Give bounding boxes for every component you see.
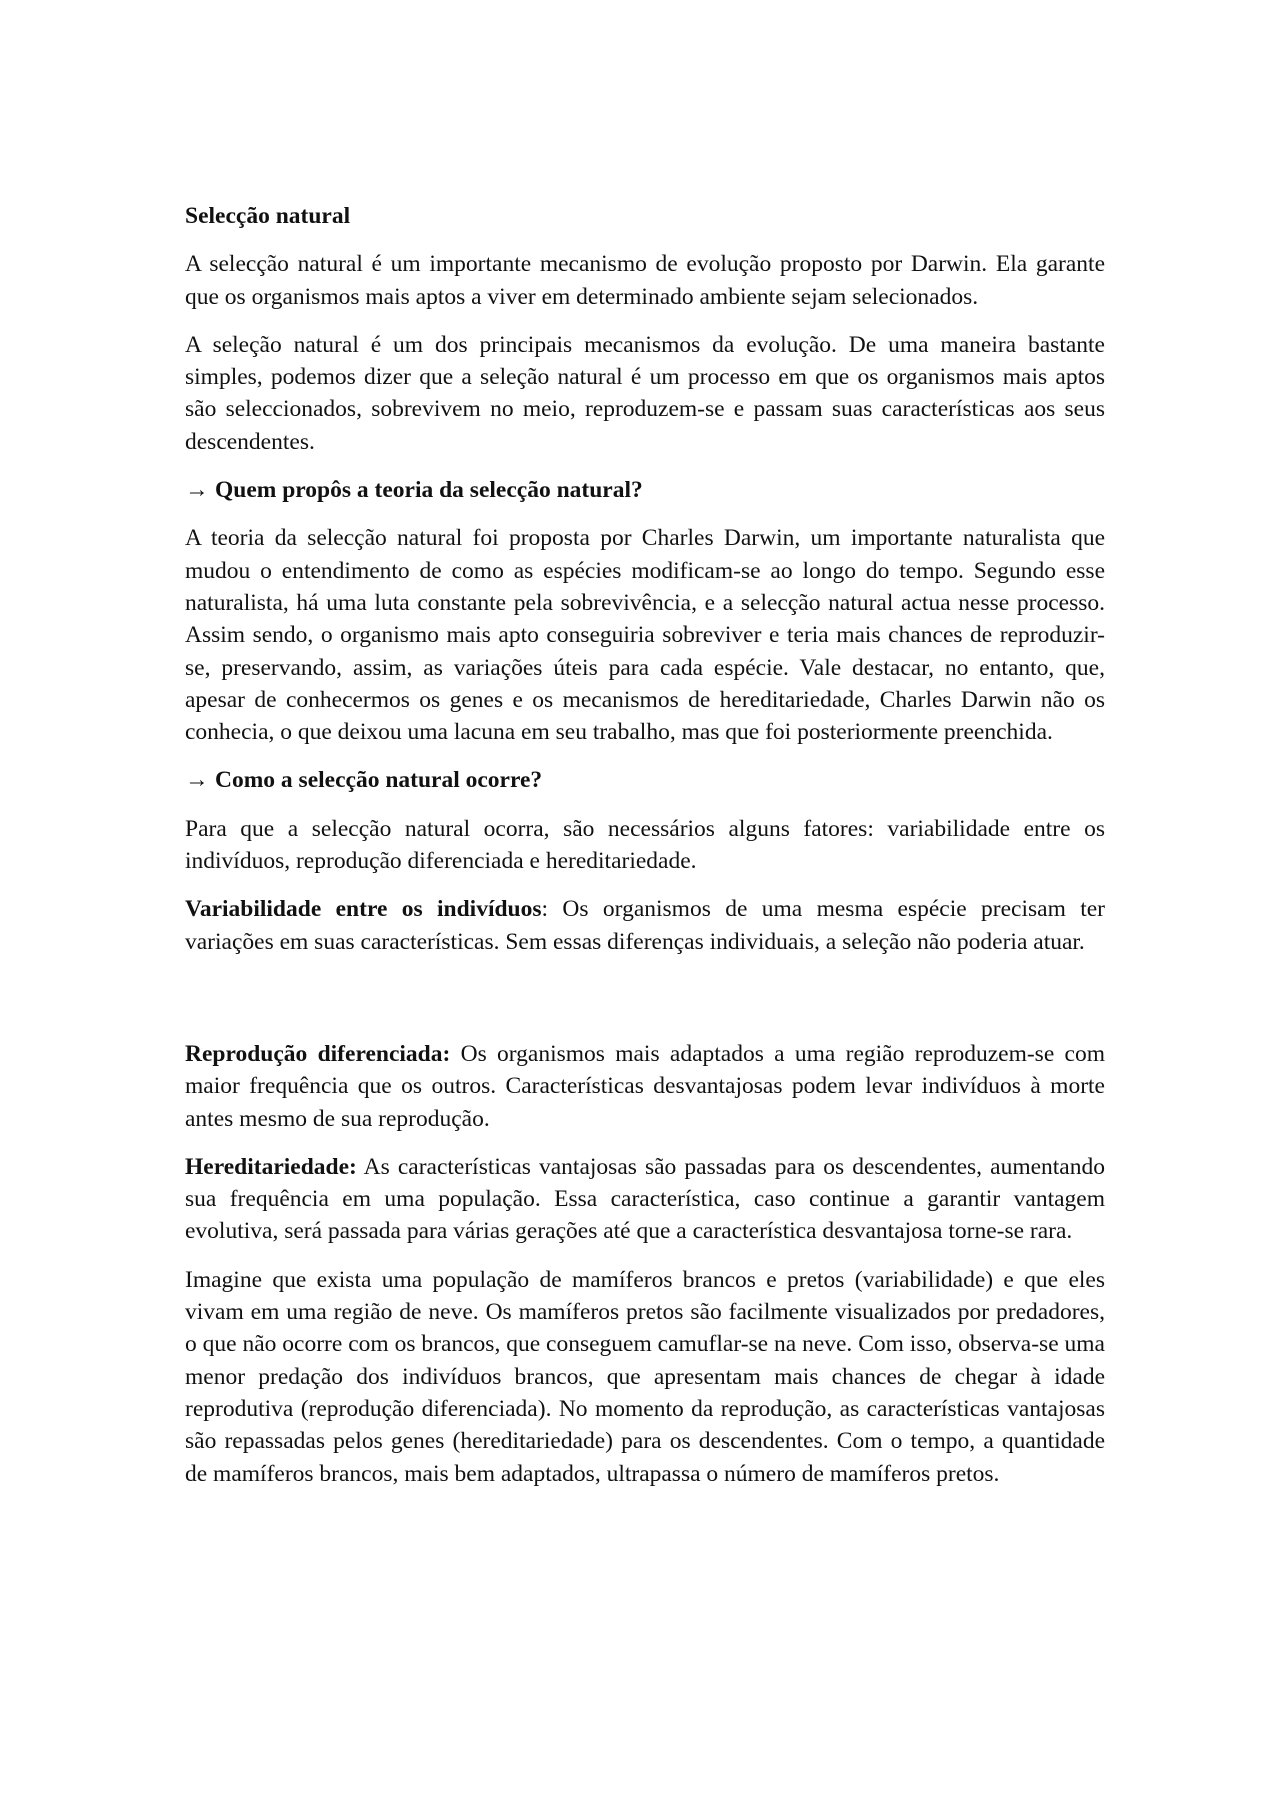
question-text-1: Quem propôs a teoria da selecção natural? [215, 477, 643, 504]
factor-paragraph-variability [185, 893, 1105, 958]
question-heading-1 [185, 474, 1105, 506]
example-paragraph: Imagine que exista uma população de mamíferos brancos e pretos (variabilidade) e que eles vivam em uma região de neve. Os mamíferos pretos são facilmente visualizados por predadores, o que não ocorre com os brancos, que conseguem camuflar-se na neve. Com isso, observa-se uma menor predação dos indivíduos brancos, que apresentam mais chances de chegar à idade reprodutiva (reprodução diferenciada). No momento da reprodução, as características vantajosas são repassadas pelos genes (hereditariedade) para os descendentes. Com o tempo, a quantidade de mamíferos brancos, mais bem adaptados, ultrapassa o número de mamíferos pretos. [185, 1266, 1105, 1487]
answer-paragraph-2: Para que a selecção natural ocorra, são necessários alguns fatores: variabilidade entre os indivíduos, reprodução diferenciada e hereditariedade. [185, 815, 1105, 875]
question-heading-2 [185, 764, 1105, 796]
factor-term-reproduction: Reprodução diferenciada: [185, 1040, 451, 1067]
factor-paragraph-reproduction [185, 1038, 1105, 1135]
intro-paragraph-2: A seleção natural é um dos principais mecanismos da evolução. De uma maneira bastante simples, podemos dizer que a seleção natural é um processo em que os organismos mais aptos são seleccionados, sobrevivem no meio, reproduzem-se e passam suas características aos seus descendentes. [185, 331, 1105, 455]
factor-term-variability: Variabilidade entre os indivíduos [185, 896, 542, 923]
arrow-right-icon: → [185, 767, 209, 794]
intro-paragraph-1: A selecção natural é um importante mecanismo de evolução proposto por Darwin. Ela garante que os organismos mais aptos a viver em determinado ambiente sejam selecionados. [185, 251, 1105, 310]
factor-text-reproduction: Os organismos mais adaptados a uma região reproduzem-se com maior frequência que os outros. Características desvantajosas podem levar indivíduos à morte antes mesmo de sua reprodução. [185, 1040, 1105, 1132]
answer-paragraph-1: A teoria da selecção natural foi proposta por Charles Darwin, um importante naturalista que mudou o entendimento de como as espécies modificam-se ao longo do tempo. Segundo esse naturalista, há uma luta constante pela sobrevivência, e a selecção natural actua nesse processo. Assim sendo, o organismo mais apto conseguiria sobreviver e teria mais chances de reproduzir-se, preservando, assim, as variações úteis para cada espécie. Vale destacar, no entanto, que, apesar de conhecermos os genes e os mecanismos de hereditariedade, Charles Darwin não os conhecia, o que deixou uma lacuna em seu trabalho, mas que foi posteriormente preenchida. [185, 525, 1105, 746]
document-page [185, 200, 1105, 1506]
factor-term-heredity: Hereditariedade: [185, 1153, 357, 1180]
factor-text-heredity: As características vantajosas são passadas para os descendentes, aumentando sua frequência em uma população. Essa característica, caso continue a garantir vantagem evolutiva, será passada para várias gerações até que a característica desvantajosa torne-se rara. [185, 1153, 1105, 1245]
factor-paragraph-heredity [185, 1151, 1105, 1248]
blank-line [185, 974, 1105, 1038]
factor-text-variability: : Os organismos de uma mesma espécie precisam ter variações em suas características. Sem essas diferenças individuais, a seleção não poderia atuar. [185, 896, 1106, 955]
question-text-2: Como a selecção natural ocorre? [215, 767, 543, 794]
page-title: Selecção natural [185, 203, 351, 229]
arrow-right-icon: → [185, 477, 209, 504]
